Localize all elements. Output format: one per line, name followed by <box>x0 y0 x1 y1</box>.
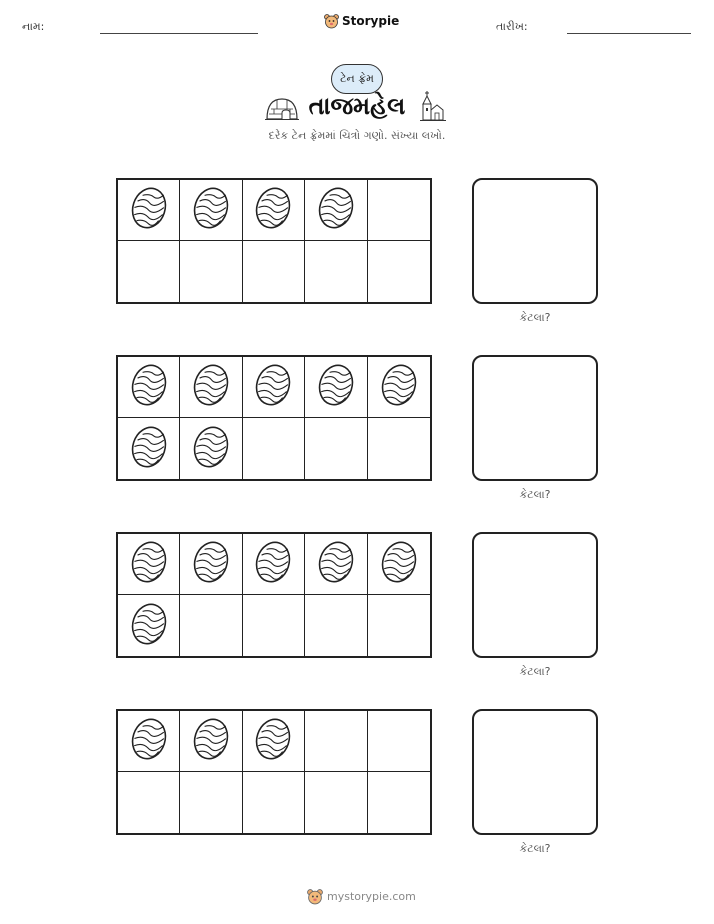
answer-box[interactable] <box>472 355 598 481</box>
ten-frame-cell-empty <box>305 772 367 833</box>
ten-frame-cell-filled <box>305 180 367 241</box>
ten-frame-cell-empty <box>305 418 367 479</box>
answer-box[interactable] <box>472 178 598 304</box>
answer-box[interactable] <box>472 532 598 658</box>
ten-frame-cell-empty <box>180 595 242 656</box>
ten-frame-cell-filled <box>118 595 180 656</box>
striped-egg-icon <box>380 362 418 412</box>
topic-badge: ટેન ફ્રેમ <box>331 64 383 94</box>
brand-name: Storypie <box>342 14 400 28</box>
ten-frame-cell-filled <box>118 180 180 241</box>
ten-frame-cell-filled <box>305 357 367 418</box>
page-title: તાજમહેલ <box>308 92 406 120</box>
ten-frame-cell-filled <box>180 180 242 241</box>
striped-egg-icon <box>130 539 168 589</box>
ten-frame-cell-empty <box>305 711 367 772</box>
ten-frame-cell-empty <box>243 418 305 479</box>
ten-frame-cell-empty <box>243 241 305 302</box>
striped-egg-icon <box>192 424 230 474</box>
name-label: નામ: <box>22 20 45 33</box>
instructions: દરેક ટેન ફ્રેમમાં ચિત્રો ગણો. સંખ્યા લખો. <box>268 129 446 142</box>
ten-frame-cell-filled <box>118 418 180 479</box>
striped-egg-icon <box>130 185 168 235</box>
footer <box>307 888 416 905</box>
striped-egg-icon <box>130 424 168 474</box>
ten-frame-cell-empty <box>368 595 430 656</box>
ten-frame-cell-filled <box>118 357 180 418</box>
striped-egg-icon <box>192 716 230 766</box>
ten-frame-cell-empty <box>368 180 430 241</box>
church-icon <box>420 90 446 122</box>
ten-frame-cell-empty <box>180 241 242 302</box>
name-field[interactable] <box>100 33 258 34</box>
striped-egg-icon <box>192 185 230 235</box>
striped-egg-icon <box>192 362 230 412</box>
striped-egg-icon <box>317 539 355 589</box>
ten-frame-cell-filled <box>368 357 430 418</box>
ten-frame-cell-empty <box>305 595 367 656</box>
striped-egg-icon <box>254 539 292 589</box>
ten-frame-cell-filled <box>243 534 305 595</box>
ten-frame-cell-empty <box>305 241 367 302</box>
answer-box[interactable] <box>472 709 598 835</box>
brand-logo <box>324 13 399 29</box>
ten-frame-cell-empty <box>180 772 242 833</box>
ten-frame-cell-empty <box>118 772 180 833</box>
how-many-label: કેટલા? <box>519 665 551 678</box>
how-many-label: કેટલા? <box>519 488 551 501</box>
date-label: તારીખ: <box>496 20 528 33</box>
ten-frame-cell-filled <box>243 180 305 241</box>
how-many-label: કેટલા? <box>519 842 551 855</box>
ten-frame-cell-filled <box>180 534 242 595</box>
ten-frame-cell-filled <box>243 357 305 418</box>
ten-frame-cell-empty <box>243 595 305 656</box>
ten-frame-cell-empty <box>243 772 305 833</box>
ten-frame-cell-empty <box>118 241 180 302</box>
ten-frame-cell-filled <box>305 534 367 595</box>
ten-frame-cell-filled <box>180 418 242 479</box>
striped-egg-icon <box>130 716 168 766</box>
how-many-label: કેટલા? <box>519 311 551 324</box>
bear-mascot-icon <box>307 888 323 905</box>
bear-mascot-icon <box>324 13 339 29</box>
striped-egg-icon <box>254 716 292 766</box>
ten-frame-cell-filled <box>243 711 305 772</box>
ten-frame <box>116 355 432 481</box>
ten-frame-cell-filled <box>118 711 180 772</box>
ten-frame <box>116 178 432 304</box>
ten-frame-cell-filled <box>180 357 242 418</box>
ten-frame-cell-empty <box>368 711 430 772</box>
ten-frame-cell-filled <box>368 534 430 595</box>
striped-egg-icon <box>254 362 292 412</box>
ten-frame-cell-filled <box>180 711 242 772</box>
ten-frame <box>116 709 432 835</box>
ten-frame-cell-empty <box>368 418 430 479</box>
striped-egg-icon <box>130 362 168 412</box>
footer-website: mystorypie.com <box>327 890 416 903</box>
ten-frame-cell-filled <box>118 534 180 595</box>
striped-egg-icon <box>192 539 230 589</box>
date-field[interactable] <box>567 33 691 34</box>
igloo-icon <box>265 95 299 121</box>
striped-egg-icon <box>317 185 355 235</box>
striped-egg-icon <box>380 539 418 589</box>
ten-frame <box>116 532 432 658</box>
ten-frame-cell-empty <box>368 241 430 302</box>
striped-egg-icon <box>254 185 292 235</box>
ten-frame-cell-empty <box>368 772 430 833</box>
striped-egg-icon <box>317 362 355 412</box>
striped-egg-icon <box>130 601 168 651</box>
